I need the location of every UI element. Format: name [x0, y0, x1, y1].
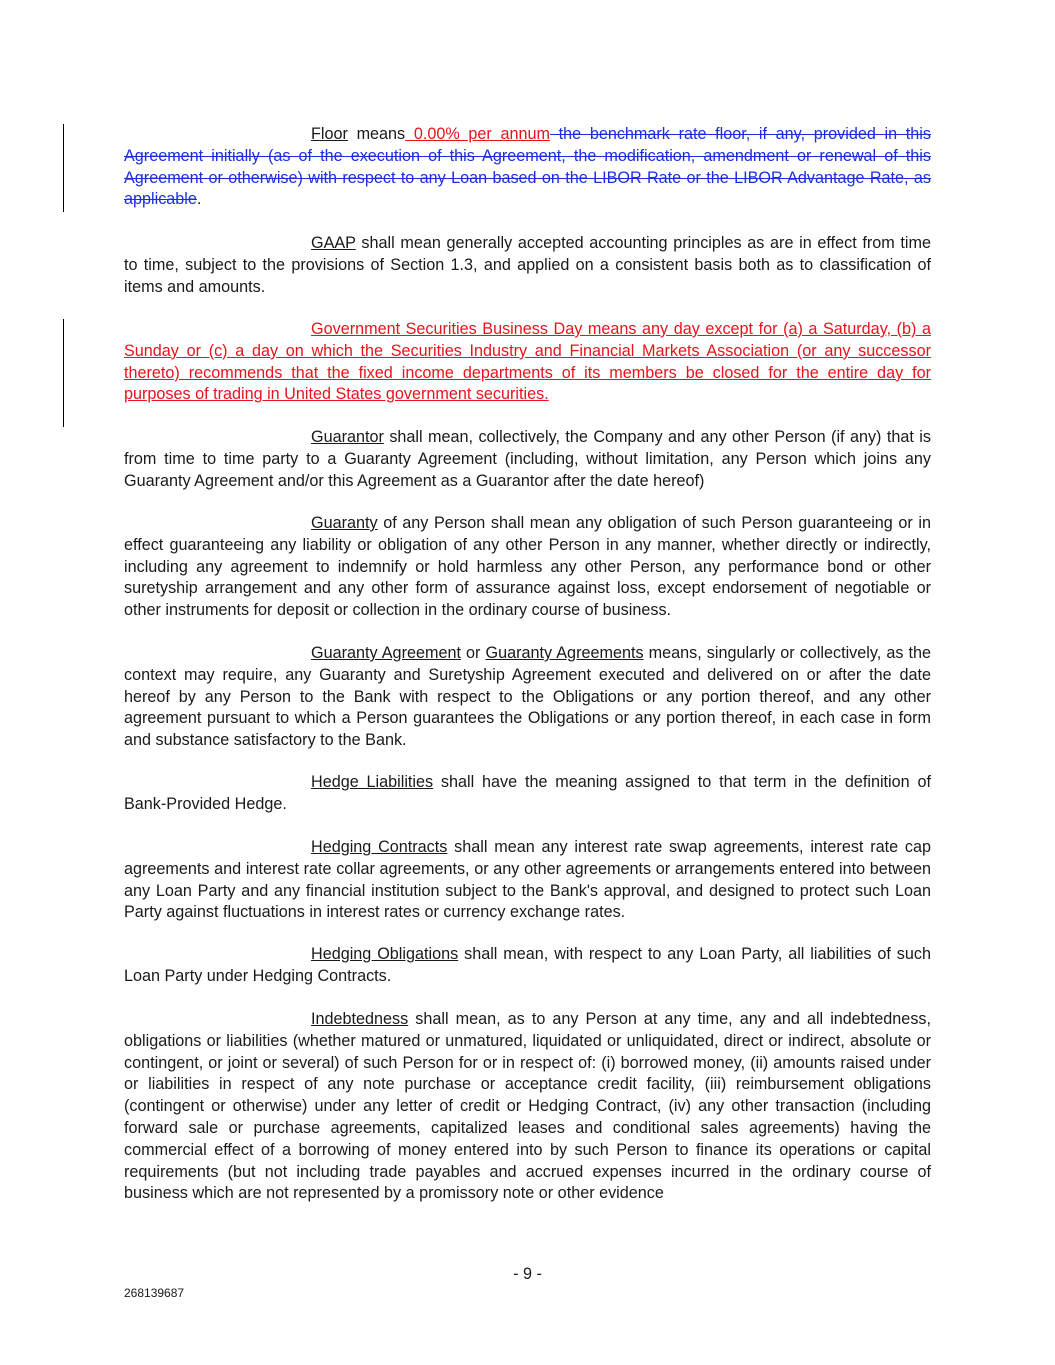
definition-hedging-contracts: Hedging Contracts shall mean any interest rate swap agreements, interest rate cap agreements and interest rate collar agreements, or any other agreements or arrangements entered into between any Loan Party and any financial institution subject to the Bank's approval, and designed to protect such Loan Party against fluctuations in interest rates or currency exchange rates.	[124, 838, 931, 922]
change-bar-floor	[63, 124, 64, 212]
term-gaap: GAAP	[311, 234, 356, 252]
term-guaranty-agreement: Guaranty Agreement	[311, 644, 461, 662]
definition-indebtedness: Indebtedness shall mean, as to any Person at any time, any and all indebtedness, obligations or liabilities (whether matured or unmatured, liquidated or unliquidated, direct or indirect, absolute or contingent, or joint or several) of such Person for or in respect of: (i) borrowed money, (ii) amounts raised under or liabilities in respect of any note purchase or acceptance credit facility, (iii) reimbursement obligations (contingent or otherwise) under any letter of credit or Hedging Contract, (iv) any other transaction (including forward sale or purchase agreements, capitalized leases and conditional sales agreements) having the commercial effect of a borrowing of money entered into by such Person to finance its operations or capital requirements (but not including trade payables and accrued expenses incurred in the ordinary course of business which are not represented by a promissory note or other evidence	[124, 1010, 931, 1203]
definition-guaranty-agreement: Guaranty Agreement or Guaranty Agreements means, singularly or collectively, as the context may require, any Guaranty and Suretyship Agreement executed and delivered on or after the date hereof by any Person to the Bank with respect to the Obligations or any portion thereof, and any other agreement pursuant to which a Person guarantees the Obligations or any portion thereof, in each case in form and substance satisfactory to the Bank.	[124, 644, 932, 750]
definition-government-securities-business-day	[124, 319, 931, 406]
change-bar-government-securities	[63, 319, 64, 427]
term-guaranty-agreements: Guaranty Agreements	[485, 644, 644, 662]
definition-guarantor: Guarantor shall mean, collectively, the Company and any other Person (if any) that is from time to time party to a Guaranty Agreement (including, without limitation, any Person which joins any Guaranty Agreement and/or this Agreement as a Guarantor after the date hereof)	[124, 428, 931, 490]
definition-guaranty: Guaranty of any Person shall mean any obligation of such Person guaranteeing or in effect guaranteeing any liability or obligation of any other Person in any manner, whether directly or indirectly, including any agreement to indemnify or hold harmless any other Person, any performance bond or other suretyship arrangement and any other form of assurance against loss, except endorsement of negotiable or other instruments for deposit or collection in the ordinary course of business.	[124, 514, 931, 620]
term-hedging-obligations: Hedging Obligations	[311, 945, 459, 963]
definition-floor: Floor means 0.00% per annum the benchmark rate floor, if any, provided in this Agreement initially (as of the execution of this Agreement, the modification, amendment or renewal of this Agreement or otherwise) with respect to any Loan based on the LIBOR Rate or the LIBOR Advantage Rate, as applicable.	[124, 125, 931, 209]
term-hedge-liabilities: Hedge Liabilities	[311, 773, 434, 791]
definition-hedge-liabilities: Hedge Liabilities shall have the meaning assigned to that term in the definition of Bank-Provided Hedge.	[124, 773, 931, 813]
definition-hedging-obligations: Hedging Obligations shall mean, with respect to any Loan Party, all liabilities of such Loan Party under Hedging Contracts.	[124, 945, 931, 985]
term-guaranty: Guaranty	[311, 514, 378, 532]
inserted-text: 0.00% per annum	[405, 125, 550, 143]
inserted-text: Government Securities Business Day means any day except for (a) a Saturday, (b) a Sunday or (c) a day on which the Securities Industry and Financial Markets Association (or any successor thereto) recommends that the fixed income departments of its members be closed for the entire day for purposes of trading in United States government securities.	[124, 320, 931, 404]
page-number: - 9 -	[513, 1265, 542, 1283]
document-id: 268139687	[124, 1286, 185, 1300]
term-hedging-contracts: Hedging Contracts	[311, 838, 448, 856]
definition-gaap: GAAP shall mean generally accepted accounting principles as are in effect from time to time, subject to the provisions of Section 1.3, and applied on a consistent basis both as to classification of items and amounts.	[124, 234, 931, 296]
term-indebtedness: Indebtedness	[311, 1010, 409, 1028]
term-guarantor: Guarantor	[311, 428, 384, 446]
term-floor: Floor	[311, 125, 348, 143]
deleted-text: the benchmark rate floor, if any, provided in this Agreement initially (as of the execution of this Agreement, the modification, amendment or renewal of this Agreement or otherwise) with respect to any Loan based on the LIBOR Rate or the LIBOR Advantage Rate, as applicable	[124, 125, 931, 209]
